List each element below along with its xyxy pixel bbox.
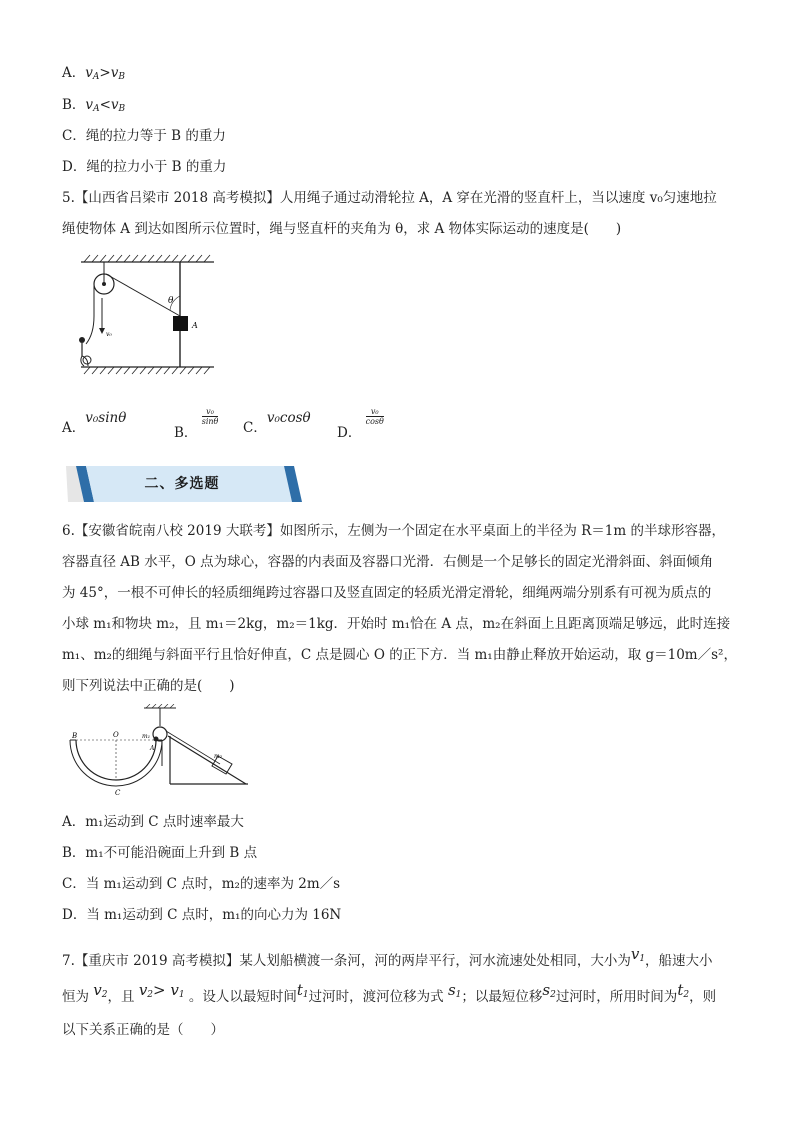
q5-option-b[interactable]: B． $\frac{\text{v₀}}{\sin\theta}$ [174, 407, 219, 441]
q6-stem-line2: 容器直径 AB 水平，O 点为球心，容器的内表面及容器口光滑．右侧是一个足够长的固定光滑斜面、斜面倾角 [62, 554, 714, 570]
q6-stem-line5: m₁、m₂的细绳与斜面平行且恰好伸直，C 点是圆心 O 的正下方．当 m₁由静止释放开始运动，取 g＝10m／s²， [62, 647, 737, 663]
q7-stem-line3: 以下关系正确的是（ ） [62, 1022, 224, 1038]
q6-stem-line3: 为 45°，一根不可伸长的轻质细绳跨过容器口及竖直固定的轻质光滑定滑轮，细绳两端分别系有可视为质点的 [62, 585, 712, 601]
q6-label-a: A [150, 745, 155, 752]
q5-option-d[interactable]: D． $\frac{\text{v₀}}{\cos\theta}$ [337, 407, 384, 441]
q6-label-c: C [115, 789, 121, 797]
q7-stem-line1: 7.【重庆市 2019 高考模拟】某人划船横渡一条河，河的两岸平行，河水流速处处相同，大小为$v_1$，船速大小 [62, 945, 713, 969]
q6-stem-line1: 6.【安徽省皖南八校 2019 大联考】如图所示，左侧为一个固定在水平桌面上的半径为 R＝1m 的半球形容器， [62, 523, 725, 539]
q5-pulley-figure [76, 254, 216, 378]
q6-option-a[interactable]: A．m₁运动到 C 点时速率最大 [62, 814, 244, 830]
q5-option-a[interactable]: A．v₀sinθ [62, 410, 127, 436]
q6-option-b[interactable]: B．m₁不可能沿碗面上升到 B 点 [62, 845, 258, 861]
q6-stem-line6: 则下列说法中正确的是( ) [62, 678, 235, 694]
q4-option-b[interactable]: B．$v_A<v_B$ [62, 97, 126, 114]
q6-bowl-figure [66, 704, 286, 800]
q6-label-m1: m₁ [142, 733, 151, 740]
q4-option-a[interactable]: A．$v_A>v_B$ [62, 65, 125, 82]
q5-label-theta: θ [168, 296, 174, 306]
q5-label-v0: v₀ [106, 331, 112, 338]
q4-option-c[interactable]: C．绳的拉力等于 B 的重力 [62, 128, 226, 144]
q4-option-d[interactable]: D．绳的拉力小于 B 的重力 [62, 159, 227, 175]
q6-label-m2: m₂ [214, 753, 223, 760]
q6-stem-line4: 小球 m₁和物块 m₂，且 m₁＝2kg，m₂＝1kg．开始时 m₁恰在 A 点，m₂在斜面上且距离顶端足够远，此时连接 [62, 616, 731, 632]
q5-stem-line1: 5.【山西省吕梁市 2018 高考模拟】人用绳子通过动滑轮拉 A，A 穿在光滑的竖直杆上，当以速度 v₀匀速地拉 [62, 190, 717, 206]
section-banner [62, 462, 302, 506]
q6-option-c[interactable]: C．当 m₁运动到 C 点时，m₂的速率为 2m／s [62, 876, 341, 892]
q5-label-a: A [192, 321, 198, 330]
q6-label-b: B [72, 732, 78, 740]
section-title: 二、多选题 [144, 476, 220, 492]
q7-stem-line2: 恒为 $v_2$，且 $v_2> v_1$ 。设人以最短时间$t_1$过河时，渡河位移为式 $s_1$；以最短位移$s_2$过河时，所用时间为$t_2$，则 [62, 981, 717, 1005]
q6-label-o: O [113, 731, 119, 739]
q6-option-d[interactable]: D．当 m₁运动到 C 点时，m₁的向心力为 16N [62, 907, 342, 923]
q5-option-c[interactable]: C．v₀cosθ [243, 410, 311, 436]
q5-stem-line2: 绳使物体 A 到达如图所示位置时，绳与竖直杆的夹角为 θ，求 A 物体实际运动的速度是( ) [62, 221, 622, 237]
